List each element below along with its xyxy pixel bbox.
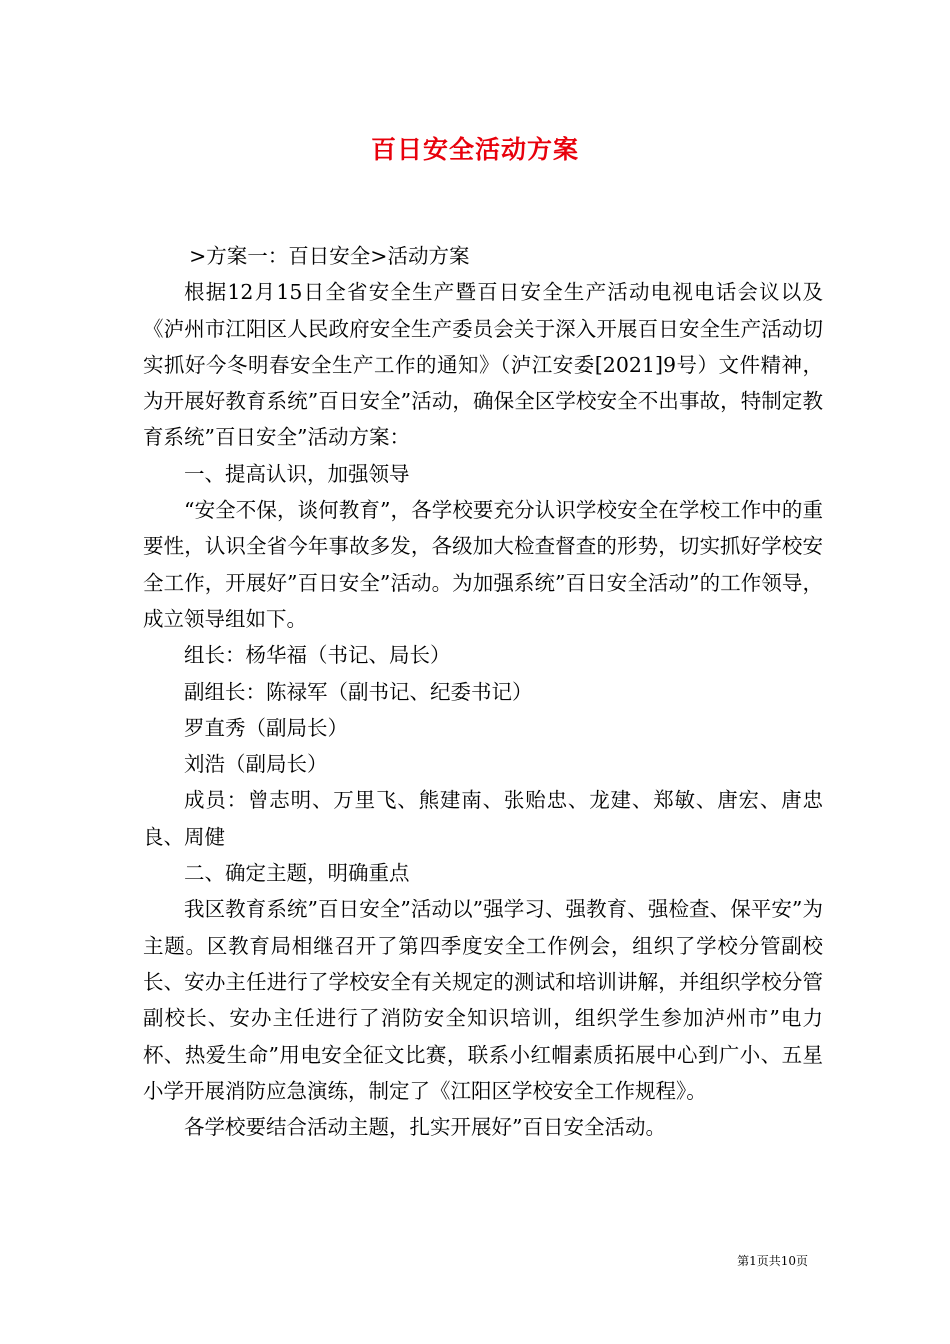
paragraph-deputy-liu: 刘浩（副局长） — [184, 752, 328, 777]
section-heading-2: 二、确定主题，明确重点 — [184, 861, 410, 886]
paragraph-deputy-leader: 副组长：陈禄军（副书记、纪委书记） — [184, 679, 533, 704]
document-title: 百日安全活动方案 — [370, 135, 579, 164]
paragraph-members: 成员：曾志明、万里飞、熊建南、张贻忠、龙建、郑敏、唐宏、唐忠良、周健 — [143, 788, 823, 849]
document-body — [143, 238, 823, 1145]
paragraph-deputy-luo: 罗直秀（副局长） — [184, 715, 348, 740]
page-number-footer: 第1页共10页 — [737, 1254, 808, 1268]
paragraph-closing: 各学校要结合活动主题，扎实开展好”百日安全活动。 — [184, 1115, 666, 1140]
paragraph-intro: 根据12月15日全省安全生产暨百日安全生产活动电视电话会议以及《泸州市江阳区人民政府安全生产委员会关于深入开展百日安全生产活动切实抓好今冬明春安全生产工作的通知》（泸江安委[2021]9号）文件精神，为开展好教育系统”百日安全”活动，确保全区学校安全不出事故，特制定教育系统”百日安全”活动方案： — [143, 280, 823, 450]
paragraph-heading-plan: >方案一：百日安全>活动方案 — [189, 244, 470, 268]
paragraph-leader: 组长：杨华福（书记、局长） — [184, 643, 451, 668]
paragraph-section-1: “安全不保，谈何教育”，各学校要充分认识学校安全在学校工作中的重要性，认识全省今年事故多发，各级加大检查督查的形势，切实抓好学校安全工作，开展好”百日安全”活动。为加强系统”百日安全活动”的工作领导，成立领导组如下。 — [143, 498, 823, 631]
section-heading-1: 一、提高认识，加强领导 — [184, 461, 410, 486]
paragraph-section-2: 我区教育系统”百日安全”活动以”强学习、强教育、强检查、保平安”为主题。区教育局相继召开了第四季度安全工作例会，组织了学校分管副校长、安办主任进行了学校安全有关规定的测试和培训讲解，并组织学校分管副校长、安办主任进行了消防安全知识培训，组织学生参加泸州市”电力杯、热爱生命”用电安全征文比赛，联系小红帽素质拓展中心到广小、五星小学开展消防应急演练，制定了《江阳区学校安全工作规程》。 — [143, 897, 823, 1103]
